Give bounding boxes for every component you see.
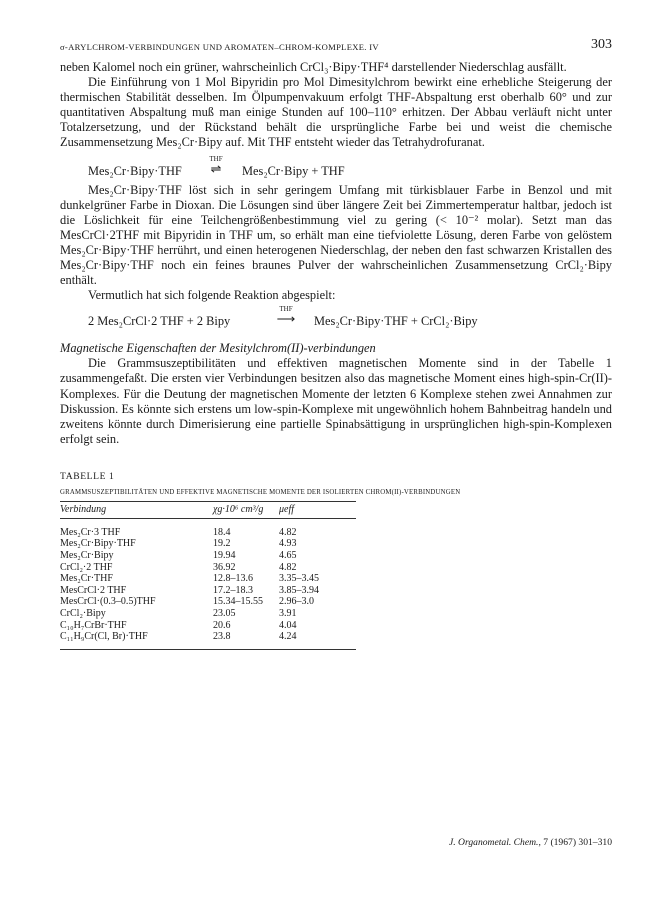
journal-volume-pages: 7 (1967) 301–310 xyxy=(543,837,612,848)
table-row xyxy=(60,527,319,539)
table-cell: 15.34–15.55 xyxy=(213,596,263,608)
equation xyxy=(60,155,612,181)
table-cell: 19.94 xyxy=(213,550,236,562)
column-header: χg·10⁶ cm³/g xyxy=(213,504,264,516)
table-caption: GRAMMSUSZEPTIBILITÄTEN UND EFFEKTIVE MAGNETISCHE MOMENTE DER ISOLIERTEN CHROM(II)-VERBINDUNGEN xyxy=(60,488,461,496)
equation-rhs: Mes₂Cr·Bipy·THF + CrCl₂·Bipy xyxy=(314,314,478,329)
table-row xyxy=(60,538,319,550)
table-cell: Mes₂Cr·3 THF xyxy=(60,526,121,538)
document-page xyxy=(60,36,612,848)
paragraph: Mes₂Cr·Bipy·THF löst sich in sehr geringem Umfang mit türkisblauer Farbe in Benzol und mit dunkelgrüner Farbe in Dioxan. Die Lösungen sind über längere Zeit bei Zimmertemperatur haltbar, jedoch ist die Löslichkeit für eine Teilchengrößenbestimmung viel zu gering (< 10⁻² molar). Setzt man das MesCrCl·2THF mit Bipyridin in THF um, so erhält man eine tiefviolette Lösung, deren Farbe von gelöstem Mes₂Cr·Bipy·THF herrührt, und einen heterogenen Niederschlag, der neben den fast schwarzen Kristallen des Mes₂Cr·Bipy·THF noch ein feines braunes Pulver der wahrscheinlichen Zusammensetzung CrCl₂·Bipy enthält. xyxy=(60,182,612,288)
table-cell: 20.6 xyxy=(213,619,231,631)
table-cell: Mes₂Cr·THF xyxy=(60,573,113,585)
arrow-label: THF xyxy=(209,154,223,163)
table-header-row xyxy=(60,502,294,518)
table-cell: Mes₂Cr·Bipy xyxy=(60,550,114,562)
reaction-arrow-icon: ⟶ xyxy=(276,311,296,327)
equilibrium-arrow-icon: ⇌ xyxy=(210,160,222,176)
paragraph: Vermutlich hat sich folgende Reaktion abgespielt: xyxy=(88,288,336,303)
paragraph: Die Einführung von 1 Mol Bipyridin pro Mol Dimesitylchrom bewirkt eine erhebliche Steigerung der thermischen Stabilität desselben. Im Ölpumpenvakuum erfolgt THF-Abspaltung erst oberhalb 60° und zur quantitativen Abspaltung muß man einige Stunden auf 100–110° erhitzen. Der Abbau verläuft nicht unter Totalzersetzung, und der Rückstand behält die ursprüngliche Farbe bei und weist die chemische Zusammensetzung Mes₂Cr·Bipy auf. Mit THF entsteht wieder das Tetrahydrofuranat. xyxy=(60,75,612,150)
equation-arrow xyxy=(196,155,236,175)
table-row xyxy=(60,596,319,608)
table-cell: 4.93 xyxy=(279,538,297,550)
table-cell: 12.8–13.6 xyxy=(213,573,253,585)
table-cell: 4.04 xyxy=(279,619,297,631)
table-row xyxy=(60,620,319,632)
table-cell: 3.35–3.45 xyxy=(279,573,319,585)
table-cell: CrCl₂·Bipy xyxy=(60,608,106,620)
equation-lhs: 2 Mes₂CrCl·2 THF + 2 Bipy xyxy=(88,314,231,329)
table-cell: 19.2 xyxy=(213,538,231,550)
table-row xyxy=(60,562,319,574)
table-cell: 18.4 xyxy=(213,526,231,538)
table-row xyxy=(60,550,319,562)
column-header: Verbindung xyxy=(60,504,107,516)
table-cell: 4.82 xyxy=(279,561,297,573)
table-cell: CrCl₂·2 THF xyxy=(60,561,113,573)
table-cell: 23.05 xyxy=(213,608,236,620)
column-header: μeff xyxy=(279,504,295,516)
table-cell: C₁₁H₉Cr(Cl, Br)·THF xyxy=(60,631,148,643)
equation-arrow xyxy=(266,305,306,325)
table-cell: 3.91 xyxy=(279,608,297,620)
journal-citation xyxy=(449,837,612,848)
table-cell: MesCrCl·(0.3–0.5)THF xyxy=(60,596,156,608)
page-number: 303 xyxy=(591,37,612,52)
table-cell: 3.85–3.94 xyxy=(279,584,319,596)
susceptibility-table xyxy=(60,502,294,518)
table-cell: 17.2–18.3 xyxy=(213,584,253,596)
arrow-label: THF xyxy=(279,305,293,314)
table-cell: Mes₂Cr·Bipy·THF xyxy=(60,538,136,550)
table-cell: 4.82 xyxy=(279,526,297,538)
table-cell: MesCrCl·2 THF xyxy=(60,584,127,596)
paragraph: neben Kalomel noch ein grüner, wahrscheinlich CrCl₃·Bipy·THF⁴ darstellender Niederschlag ausfällt. xyxy=(60,60,567,74)
journal-name: J. Organometal. Chem., xyxy=(449,837,541,848)
table-row xyxy=(60,631,319,643)
table-label: TABELLE 1 xyxy=(60,470,115,482)
table-row xyxy=(60,608,319,620)
table-cell: 4.65 xyxy=(279,550,297,562)
table-row xyxy=(60,573,319,585)
susceptibility-table-body xyxy=(60,527,319,643)
table-cell: 4.24 xyxy=(279,631,297,643)
page-header xyxy=(60,36,612,58)
running-title: σ-ARYLCHROM-VERBINDUNGEN UND AROMATEN–CHROM-KOMPLEXE. IV xyxy=(60,42,379,52)
equation xyxy=(60,305,612,331)
table-cell: 23.8 xyxy=(213,631,231,643)
table-rule-bottom xyxy=(60,649,356,650)
equation-lhs: Mes₂Cr·Bipy·THF xyxy=(88,163,182,178)
table-rule-mid xyxy=(60,518,356,519)
table-cell: 36.92 xyxy=(213,561,236,573)
table-cell: C₁₀H₇CrBr·THF xyxy=(60,619,127,631)
equation-rhs: Mes₂Cr·Bipy + THF xyxy=(242,163,345,178)
table-row xyxy=(60,585,319,597)
section-heading: Magnetische Eigenschaften der Mesitylchrom(II)-verbindungen xyxy=(60,341,376,356)
paragraph: Die Grammsuszeptibilitäten und effektiven magnetischen Momente sind in der Tabelle 1 zusammengefaßt. Die ersten vier Verbindungen besitzen also das magnetische Moment eines high-spin-Cr(II)-Komplexes. Für die Deutung der magnetischen Momente der letzten 6 Komplexe stehen zwei Annahmen zur Diskussion. Es könnte sich erstens um low-spin-Komplexe mit ungewöhnlich hohem Bahnbeitrag handeln und zweitens könnte durch Dimerisierung eine partielle Spinabsättigung in ursprünglichen high-spin-Komplexen erfolgt sein. xyxy=(60,356,612,446)
table-cell: 2.96–3.0 xyxy=(279,596,314,608)
